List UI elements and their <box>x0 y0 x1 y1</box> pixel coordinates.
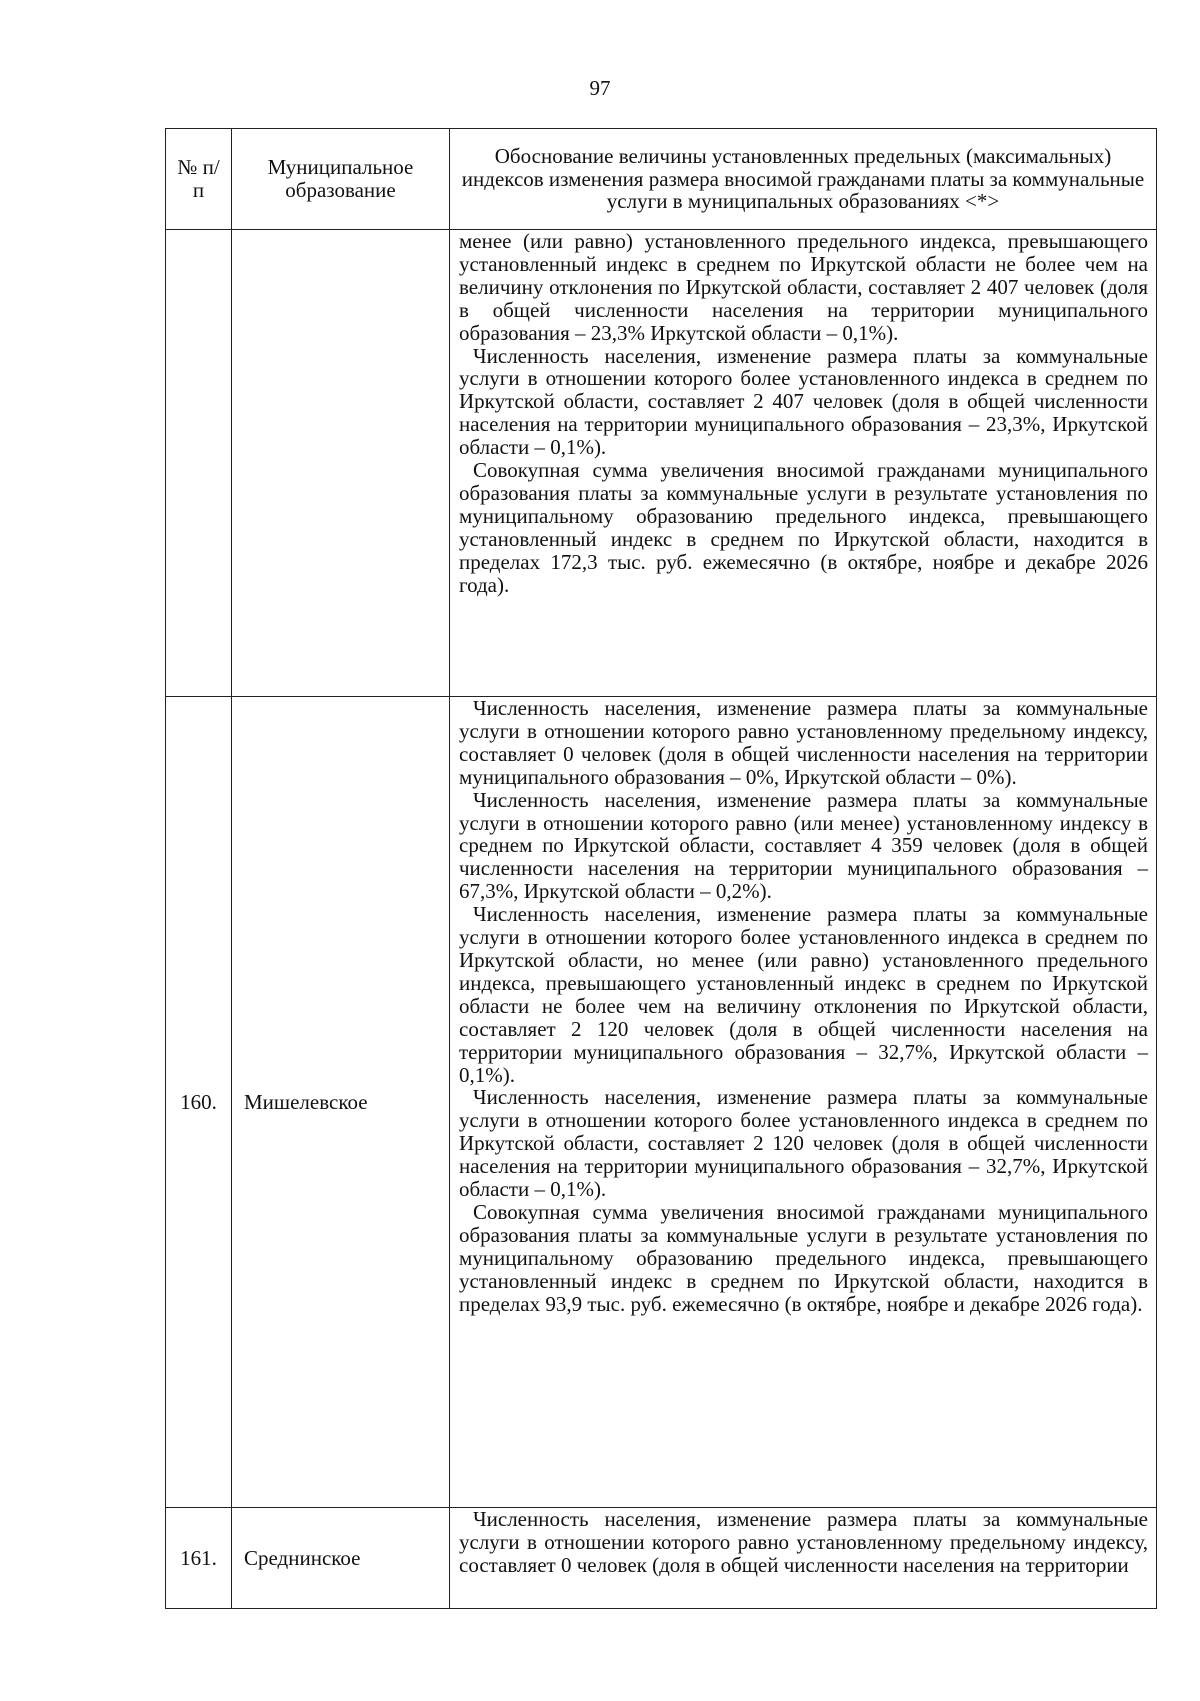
justification-paragraph: Численность населения, изменение размера платы за коммунальные услуги в отношении которого равно установленному предельному индексу, составляет 0 человек (доля в общей численности населения на территории муниципального образования – 0%, Иркутской области – 0%). <box>459 696 1148 789</box>
justification-paragraph: Совокупная сумма увеличения вносимой гражданами муниципального образования платы за коммунальные услуги в результате установления по муниципальному образованию предельного индекса, превышающего установленный индекс в среднем по Иркутской области, находится в пределах 93,9 тыс. руб. ежемесячно (в октябре, ноябре и декабре 2026 года). <box>459 1199 1148 1316</box>
header-justification: Обоснование величины установленных предельных (максимальных) индексов изменения размера вносимой гражданами платы за коммунальные услуги в муниципальных образованиях <*> <box>450 129 1157 230</box>
row-justification <box>450 1508 1157 1609</box>
justification-paragraph: Численность населения, изменение размера платы за коммунальные услуги в отношении которого более установленного индекса в среднем по Иркутской области, составляет 2 407 человек (доля в общей численности населения на территории муниципального образования – 23,3%, Иркутской области – 0,1%). <box>459 343 1148 460</box>
justification-paragraph: менее (или равно) установленного предельного индекса, превышающего установленный индекс в среднем по Иркутской области не более чем на величину отклонения по Иркутской области, составляет 2 407 человек (доля в общей численности населения на территории муниципального образования – 23,3% Иркутской области – 0,1%). <box>459 229 1148 345</box>
row-municipality: Мишелевское <box>232 697 450 1508</box>
row-justification <box>450 230 1157 697</box>
justification-table <box>165 128 1157 1609</box>
justification-paragraph: Численность населения, изменение размера платы за коммунальные услуги в отношении которого более установленного индекса в среднем по Иркутской области, составляет 2 120 человек (доля в общей численности населения на территории муниципального образования – 32,7%, Иркутской области – 0,1%). <box>459 1085 1148 1202</box>
row-justification <box>450 697 1157 1508</box>
row-municipality: Среднинское <box>232 1508 450 1609</box>
justification-paragraph: Численность населения, изменение размера платы за коммунальные услуги в отношении которого более установленного индекса в среднем по Иркутской области, но менее (или равно) установленного предельного индекса, превышающего установленный индекс в среднем по Иркутской области не более чем на величину отклонения по Иркутской области, составляет 2 120 человек (доля в общей численности населения на территории муниципального образования – 32,7%, Иркутской области – 0,1%). <box>459 902 1148 1087</box>
row-number: 161. <box>166 1508 232 1609</box>
justification-paragraph: Совокупная сумма увеличения вносимой гражданами муниципального образования платы за коммунальные услуги в результате установления по муниципальному образованию предельного индекса, превышающего установленный индекс в среднем по Иркутской области, находится в пределах 172,3 тыс. руб. ежемесячно (в октябре, ноябре и декабре 2026 года). <box>459 458 1148 597</box>
justification-paragraph: Численность населения, изменение размера платы за коммунальные услуги в отношении которого равно установленному предельному индексу, составляет 0 человек (доля в общей численности населения на территории <box>459 1507 1148 1577</box>
table-header-row <box>166 129 1157 230</box>
table-row <box>166 230 1157 697</box>
header-municipality: Муниципальное образование <box>232 129 450 230</box>
page-number: 97 <box>589 76 611 100</box>
header-number: № п/п <box>166 129 232 230</box>
row-number: 160. <box>166 697 232 1508</box>
row-municipality <box>232 230 450 697</box>
table-row <box>166 1508 1157 1609</box>
table-row <box>166 697 1157 1508</box>
row-number <box>166 230 232 697</box>
justification-paragraph: Численность населения, изменение размера платы за коммунальные услуги в отношении которого равно (или менее) установленному индексу в среднем по Иркутской области, составляет 4 359 человек (доля в общей численности населения на территории муниципального образования – 67,3%, Иркутской области – 0,2%). <box>459 787 1148 904</box>
